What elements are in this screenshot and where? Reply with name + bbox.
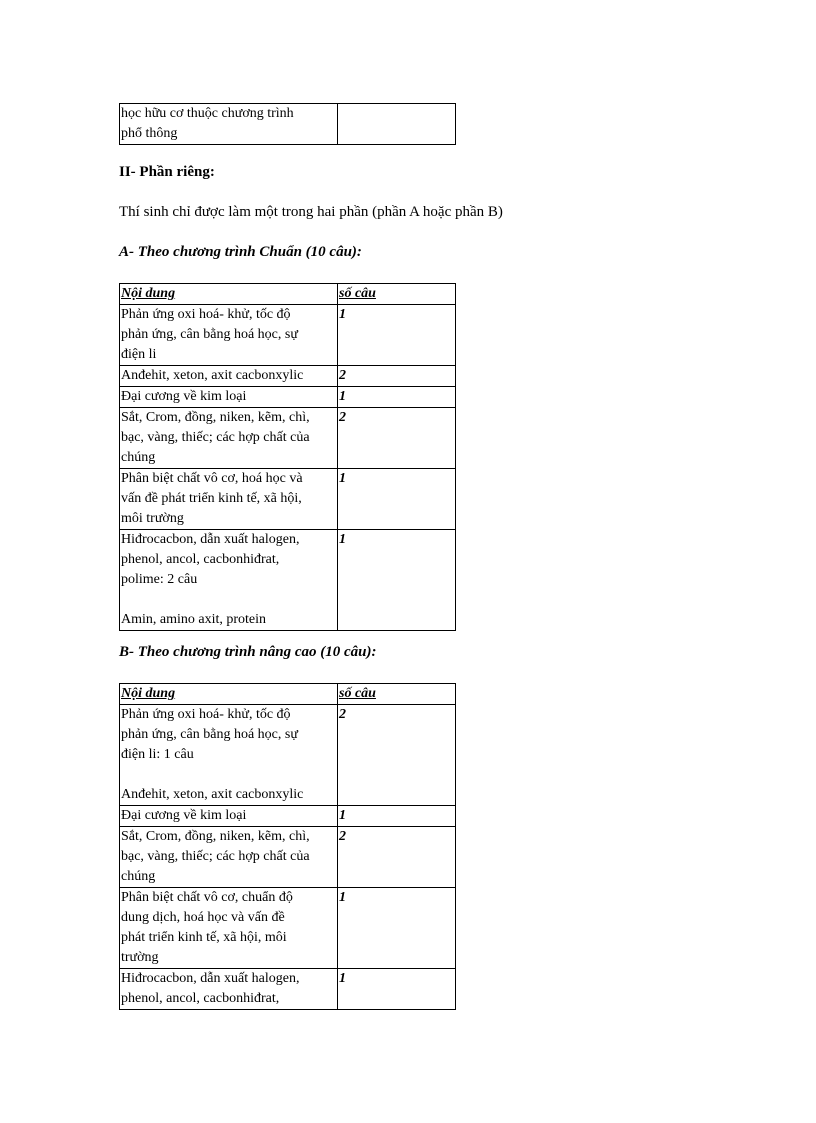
content-cell <box>120 888 338 969</box>
top-table <box>119 103 456 145</box>
part-a-table <box>119 283 456 631</box>
cell-line: Anđehit, xeton, axit cacbonxylic <box>121 368 304 383</box>
content-cell <box>120 705 338 806</box>
cell-line: Đại cương về kim loại <box>121 808 247 823</box>
cell-line: chúng <box>121 869 156 884</box>
cell-line: Amin, amino axit, protein <box>121 612 267 627</box>
cell-line: phản ứng, cân bằng hoá học, sự <box>121 727 298 742</box>
count-cell: 1 <box>338 530 456 631</box>
cell-line: phenol, ancol, cacbonhiđrat, <box>121 552 280 567</box>
part-a-heading: A- Theo chương trình Chuẩn (10 câu): <box>119 244 362 260</box>
cell-line: Sắt, Crom, đồng, niken, kẽm, chì, <box>121 410 310 425</box>
count-cell: 1 <box>338 387 456 408</box>
cell-line: phản ứng, cân bằng hoá học, sự <box>121 327 298 342</box>
cell-line: bạc, vàng, thiếc; các hợp chất của <box>121 430 310 445</box>
cell-line: phổ thông <box>121 126 178 141</box>
count-cell: 2 <box>338 705 456 806</box>
content-cell <box>120 104 338 145</box>
table-header-row <box>120 284 456 305</box>
cell-line <box>121 765 337 785</box>
content-cell <box>120 366 338 387</box>
count-cell: 2 <box>338 366 456 387</box>
cell-line: học hữu cơ thuộc chương trình <box>121 106 294 121</box>
count-cell: 1 <box>338 469 456 530</box>
table-row <box>120 705 456 806</box>
table-row <box>120 827 456 888</box>
cell-line: Phân biệt chất vô cơ, chuẩn độ <box>121 890 293 905</box>
table-row <box>120 387 456 408</box>
cell-line: vấn đề phát triển kinh tế, xã hội, <box>121 491 302 506</box>
cell-line: Phản ứng oxi hoá- khử, tốc độ <box>121 707 291 722</box>
content-cell <box>120 387 338 408</box>
cell-line: Phân biệt chất vô cơ, hoá học và <box>121 471 303 486</box>
cell-line: môi trường <box>121 511 184 526</box>
count-cell: 1 <box>338 888 456 969</box>
table-row <box>120 969 456 1010</box>
header-count: số câu <box>338 684 456 705</box>
table-row <box>120 366 456 387</box>
cell-line <box>121 590 337 610</box>
content-cell <box>120 806 338 827</box>
cell-line: điện li: 1 câu <box>121 747 194 762</box>
header-content: Nội dung <box>120 284 338 305</box>
table-header-row <box>120 684 456 705</box>
cell-line: Hiđrocacbon, dẫn xuất halogen, <box>121 971 300 986</box>
cell-line: dung dịch, hoá học và vấn đề <box>121 910 285 925</box>
part-b-heading: B- Theo chương trình nâng cao (10 câu): <box>119 644 377 660</box>
table-row <box>120 104 456 145</box>
table-row <box>120 888 456 969</box>
content-cell <box>120 827 338 888</box>
cell-line: chúng <box>121 450 156 465</box>
count-cell: 2 <box>338 827 456 888</box>
content-cell <box>120 469 338 530</box>
section-heading: II- Phần riêng: <box>119 164 215 180</box>
cell-line: Đại cương về kim loại <box>121 389 247 404</box>
cell-line: Phản ứng oxi hoá- khử, tốc độ <box>121 307 291 322</box>
table-row <box>120 305 456 366</box>
cell-line: polime: 2 câu <box>121 572 198 587</box>
header-count: số câu <box>338 284 456 305</box>
table-row <box>120 469 456 530</box>
content-cell <box>120 305 338 366</box>
header-content: Nội dung <box>120 684 338 705</box>
content-cell <box>120 408 338 469</box>
table-row <box>120 530 456 631</box>
cell-line: Hiđrocacbon, dẫn xuất halogen, <box>121 532 300 547</box>
cell-line: điện li <box>121 347 157 362</box>
cell-line: phát triển kinh tế, xã hội, môi <box>121 930 287 945</box>
cell-line: trường <box>121 950 159 965</box>
table-row <box>120 408 456 469</box>
count-cell: 1 <box>338 969 456 1010</box>
count-cell: 2 <box>338 408 456 469</box>
cell-line: bạc, vàng, thiếc; các hợp chất của <box>121 849 310 864</box>
instruction-text: Thí sinh chỉ được làm một trong hai phần (phần A hoặc phần B) <box>119 204 503 220</box>
part-b-table <box>119 683 456 1010</box>
count-cell <box>338 104 456 145</box>
table-row <box>120 806 456 827</box>
content-cell <box>120 969 338 1010</box>
count-cell: 1 <box>338 305 456 366</box>
count-cell: 1 <box>338 806 456 827</box>
cell-line: Sắt, Crom, đồng, niken, kẽm, chì, <box>121 829 310 844</box>
cell-line: phenol, ancol, cacbonhiđrat, <box>121 991 280 1006</box>
cell-line: Anđehit, xeton, axit cacbonxylic <box>121 787 304 802</box>
content-cell <box>120 530 338 631</box>
